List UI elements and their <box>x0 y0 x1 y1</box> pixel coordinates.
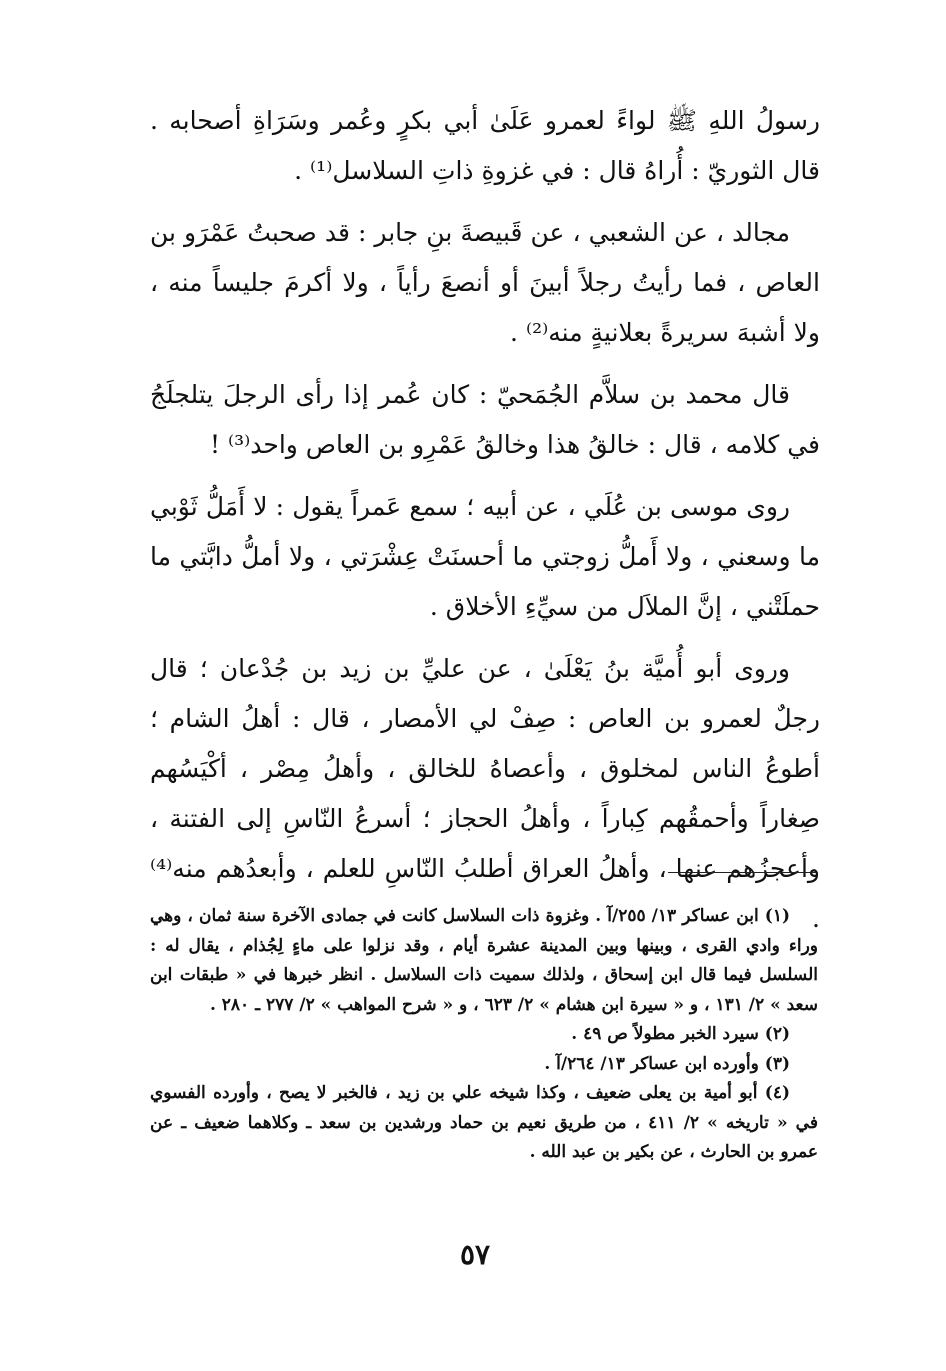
footnote: (٤) أبو أمية بن يعلى ضعيف ، وكذا شيخه علي بن زيد ، فالخبر لا يصح ، وأورده الفسوي في « تاريخه » ٢/ ٤١١ ، من طريق نعيم بن حماد ورشدين بن سعد ـ وكلاهما ضعيف ـ عن عمرو بن الحارث ، عن بكير بن عبد الله . <box>150 1083 818 1162</box>
page-number: ٥٧ <box>459 1238 491 1271</box>
footnotes <box>150 902 818 1168</box>
paragraph: قال محمد بن سلاَّم الجُمَحيّ : كان عُمر إذا رأى الرجلَ يتلجلَجُ في كلامه ، قال : خالقُ هذا وخالقُ عَمْرِو بن العاص واحد⁽³⁾ ! <box>150 380 820 459</box>
paragraph: وروى أبو أُميَّة بنُ يَعْلَىٰ ، عن عليِّ بن زيد بن جُدْعان ؛ قال رجلٌ لعمرو بن العاص : صِفْ لي الأمصار ، قال : أهلُ الشام ؛ أطوعُ الناس لمخلوق ، وأعصاهُ للخالق ، وأهلُ مِصْر ، أكْيَسُهم صِغاراً وأحمقُهم كِباراً ، وأهلُ الحجاز ؛ أسرعُ النّاسِ إلى الفتنة ، وأعجزُهم عنها ، وأهلُ العراق أطلبُ النّاسِ للعلم ، وأبعدُهم منه⁽⁴⁾ . <box>150 654 820 933</box>
paragraph: روى موسى بن عُلَي ، عن أبيه ؛ سمع عَمراً يقول : لا أَمَلُّ ثَوْبي ما وسعني ، ولا أَملُّ زوجتي ما أحسنَتْ عِشْرَتي ، ولا أملُّ دابَّتي ما حملَتْني ، إنَّ الملاَل من سيِّءِ الأخلاق . <box>150 492 820 621</box>
main-text <box>150 96 820 956</box>
footnote: (٢) سيرد الخبر مطولاً ص ٤٩ . <box>571 1024 790 1044</box>
footnote-separator <box>668 872 818 873</box>
footnote: (٣) وأورده ابن عساكر ١٣/ ٢٦٤/آ . <box>544 1053 790 1074</box>
paragraph: رسولُ اللهِ ﷺ لواءً لعمرو عَلَىٰ أبي بكرٍ وعُمر وسَرَاةِ أصحابه . قال الثوريّ : أُراهُ قال : في غزوةِ ذاتِ السلاسل⁽¹⁾ . <box>150 106 820 185</box>
paragraph: مجالد ، عن الشعبي ، عن قَبيصةَ بنِ جابر : قد صحبتُ عَمْرَو بن العاص ، فما رأيتُ رجلاً أبينَ أو أنصعَ رأياً ، ولا أكرمَ جليساً منه ، ولا أشبهَ سريرةً بعلانيةٍ منه⁽²⁾ . <box>150 218 820 347</box>
footnote: (١) ابن عساكر ١٣/ ٢٥٥/آ . وغزوة ذات السلاسل كانت في جمادى الآخرة سنة ثمان ، وهي وراء وادي القرى ، وبينها وبين المدينة عشرة أيام ، وقد نزلوا على ماءٍ لِجُذام ، يقال له : السلسل فيما قال ابن إسحاق ، ولذلك سميت ذات السلاسل . انظر خبرها في « طبقات ابن سعد » ٢/ ١٣١ ، و « سيرة ابن هشام » ٢/ ٦٢٣ ، و « شرح المواهب » ٢/ ٢٧٧ ـ ٢٨٠ . <box>150 906 818 1015</box>
